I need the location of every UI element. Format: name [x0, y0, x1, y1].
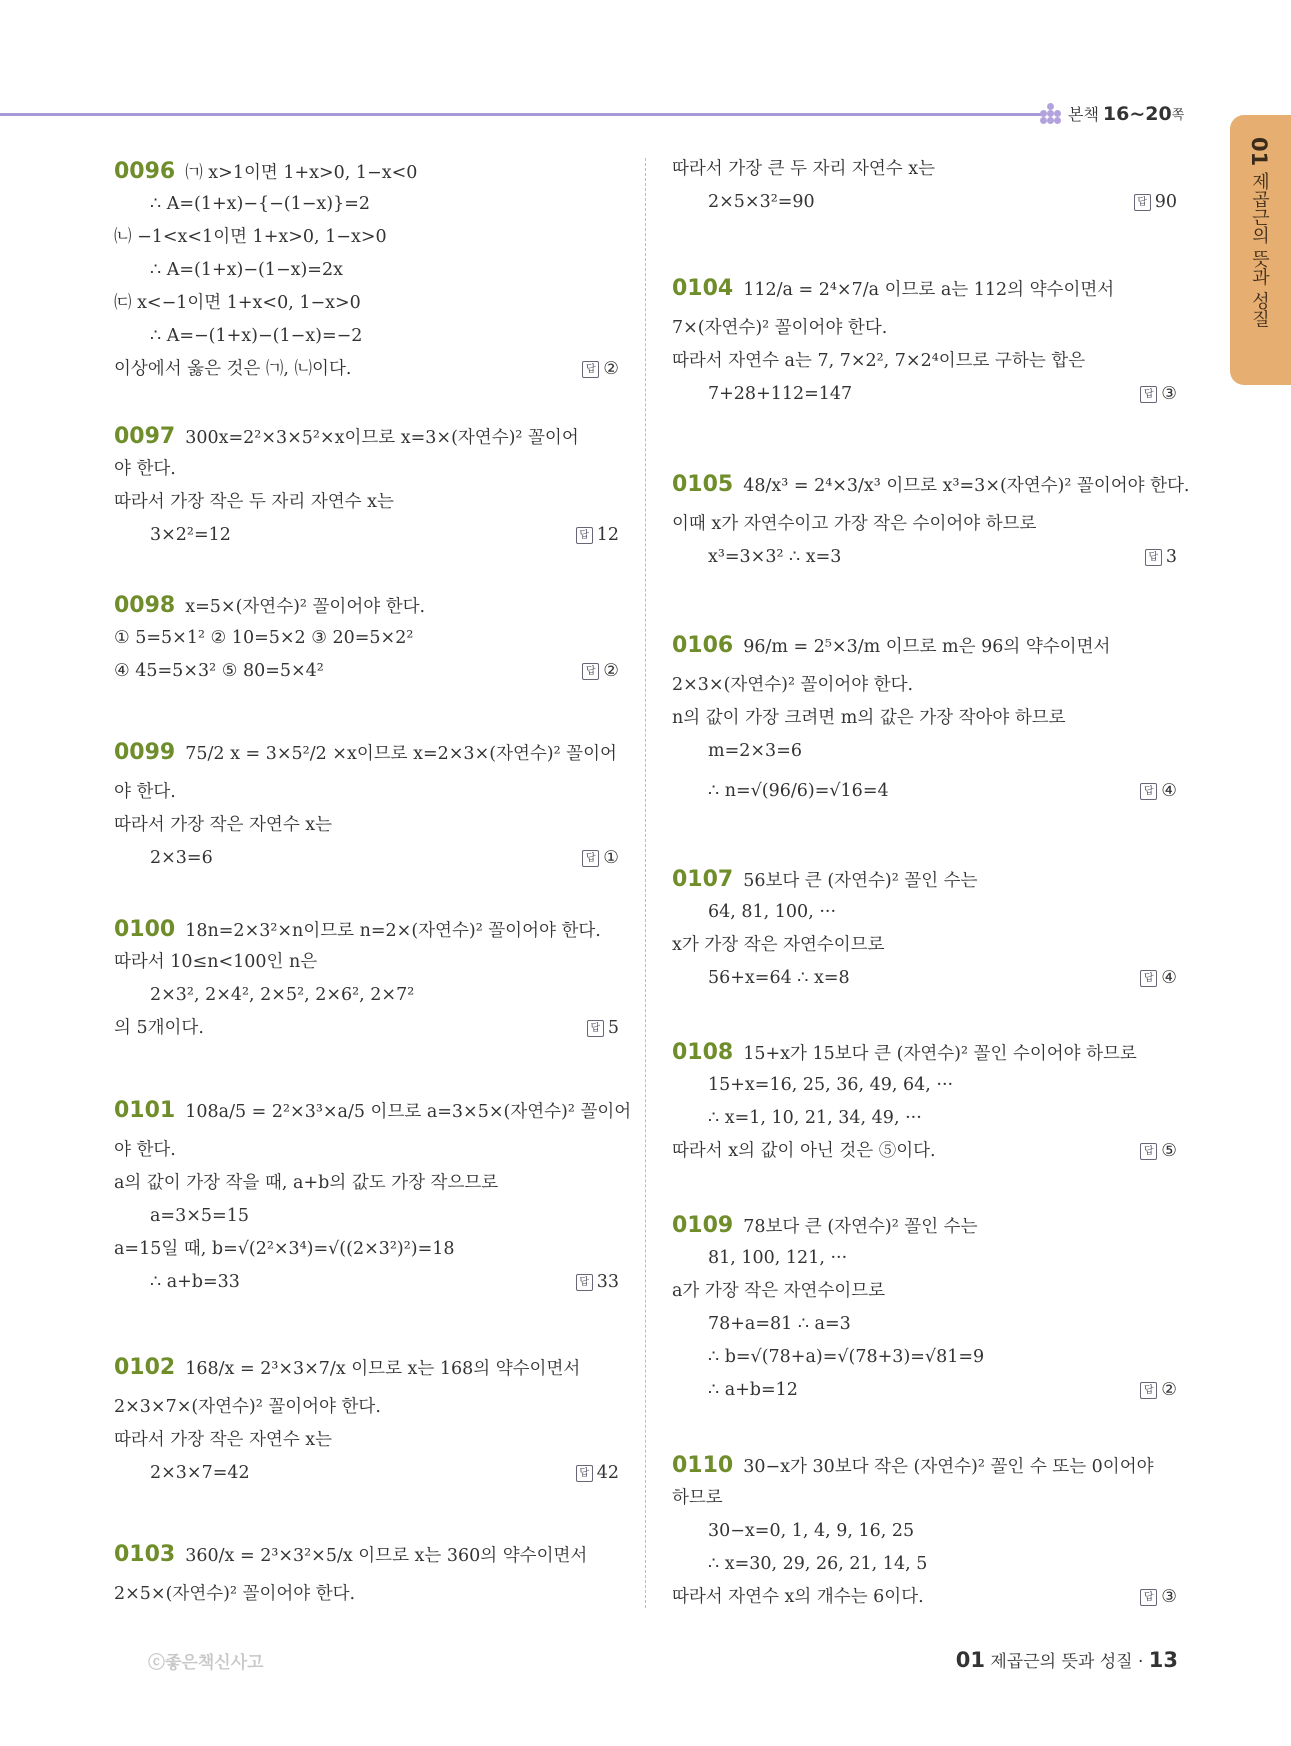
answer-icon: 답 — [1140, 1382, 1157, 1399]
solution-text: 이때 x가 자연수이고 가장 작은 수이어야 하므로 — [672, 514, 1037, 534]
solution-line — [672, 153, 1177, 186]
solution-text: ∴ a+b=12 — [708, 1380, 798, 1400]
answer-icon: 답 — [1134, 194, 1151, 211]
problem-solution — [114, 589, 619, 688]
solution-line — [672, 1209, 1177, 1242]
problem-solution — [672, 1209, 1177, 1407]
solution-line — [672, 929, 1177, 962]
answer-value: ② — [603, 661, 619, 681]
solution-text: 81, 100, 121, ··· — [708, 1248, 848, 1268]
solution-text: ∴ A=(1+x)−(1−x)=2x — [150, 260, 343, 280]
solution-text: ∴ a+b=33 — [150, 1272, 240, 1292]
solution-line — [114, 1266, 619, 1299]
solution-line — [672, 378, 1177, 411]
solution-line — [114, 1532, 619, 1578]
answer-mark — [1140, 962, 1177, 995]
answer-icon: 답 — [576, 527, 593, 544]
reference-unit: 쪽 — [1171, 108, 1185, 123]
answer-icon: 답 — [576, 1465, 593, 1482]
solution-line — [114, 420, 619, 453]
solution-line — [672, 186, 1177, 219]
solution-text: 112/a = 2⁴×7/a 이므로 a는 112의 약수이면서 — [743, 280, 1115, 300]
problem-number: 0107 — [672, 867, 734, 892]
solution-text: 하므로 — [672, 1488, 723, 1508]
problem-solution — [114, 730, 619, 875]
answer-value: ② — [1161, 1380, 1177, 1400]
answer-mark — [582, 842, 619, 875]
problem-number: 0109 — [672, 1213, 734, 1238]
solution-text: ∴ b=√(78+a)=√(78+3)=√81=9 — [708, 1347, 985, 1367]
flower-icon — [1040, 103, 1062, 125]
solution-line — [114, 1578, 619, 1611]
answer-value: ④ — [1161, 968, 1177, 988]
header-rule — [0, 113, 1045, 116]
answer-mark — [582, 655, 619, 688]
solution-line — [114, 1233, 619, 1266]
solution-line — [114, 730, 619, 776]
solution-line — [672, 345, 1177, 378]
solution-line — [672, 1135, 1177, 1168]
problem-solution — [672, 153, 1177, 219]
solution-line — [114, 1424, 619, 1457]
solution-line — [114, 188, 619, 221]
solution-text: 56보다 큰 (자연수)² 꼴인 수는 — [743, 871, 978, 891]
solution-line — [114, 1012, 619, 1045]
solution-line — [114, 809, 619, 842]
solution-text: ∴ x=1, 10, 21, 34, 49, ··· — [708, 1108, 922, 1128]
solution-text: 78보다 큰 (자연수)² 꼴인 수는 — [743, 1217, 978, 1237]
problem-solution — [114, 1532, 619, 1611]
problem-number: 0099 — [114, 740, 176, 765]
solution-line — [114, 254, 619, 287]
problem-solution — [114, 1088, 632, 1299]
solution-line — [672, 1548, 1177, 1581]
solution-line — [114, 519, 619, 552]
solution-line — [114, 155, 619, 188]
solution-line — [114, 589, 619, 622]
solution-line — [672, 1275, 1177, 1308]
answer-mark — [1134, 186, 1177, 219]
solution-text: 15+x가 15보다 큰 (자연수)² 꼴인 수이어야 하므로 — [743, 1044, 1137, 1064]
solution-line — [672, 1581, 1177, 1614]
answer-mark — [1140, 1374, 1177, 1407]
problem-solution — [114, 913, 619, 1045]
answer-icon: 답 — [1140, 1589, 1157, 1606]
answer-icon: 답 — [587, 1020, 604, 1037]
solution-text: x=5×(자연수)² 꼴이어야 한다. — [185, 597, 426, 617]
problem-solution — [672, 266, 1177, 411]
answer-icon: 답 — [1140, 970, 1157, 987]
solution-line — [672, 1308, 1177, 1341]
solution-line — [672, 768, 1177, 814]
reference-pages: 16~20 — [1102, 102, 1172, 125]
solution-line — [672, 1374, 1177, 1407]
solution-line — [672, 735, 1177, 768]
solution-text: ④ 45=5×3² ⑤ 80=5×4² — [114, 661, 324, 681]
solution-text: 2×3², 2×4², 2×5², 2×6², 2×7² — [150, 985, 415, 1005]
solution-text: 75/2 x = 3×5²/2 ×x이므로 x=2×3×(자연수)² 꼴이어 — [185, 744, 617, 764]
solution-text: 야 한다. — [114, 782, 176, 802]
solution-text: 108a/5 = 2²×3³×a/5 이므로 a=3×5×(자연수)² 꼴이어 — [185, 1102, 632, 1122]
answer-value: 12 — [596, 525, 619, 545]
solution-text: 30−x가 30보다 작은 (자연수)² 꼴인 수 또는 0이어야 — [743, 1457, 1154, 1477]
solution-line — [114, 622, 619, 655]
solution-line — [672, 312, 1177, 345]
side-tab-title: 제곱근의 뜻과 성질 — [1249, 171, 1270, 328]
answer-mark — [582, 353, 619, 386]
solution-text: 따라서 x의 값이 아닌 것은 ⑤이다. — [672, 1141, 936, 1161]
answer-icon: 답 — [1145, 549, 1162, 566]
publisher-mark: ⓒ좋은책신사고 — [148, 1653, 264, 1673]
solution-text: n의 값이 가장 크려면 m의 값은 가장 작아야 하므로 — [672, 708, 1066, 728]
solution-line — [114, 486, 619, 519]
answer-value: ③ — [1161, 1587, 1177, 1607]
solution-text: 2×5×3²=90 — [708, 192, 815, 212]
solution-line — [114, 946, 619, 979]
answer-value: ③ — [1161, 384, 1177, 404]
answer-mark — [1140, 1581, 1177, 1614]
solution-text: 78+a=81 ∴ a=3 — [708, 1314, 851, 1334]
solution-text: 3×2²=12 — [150, 525, 231, 545]
problem-number: 0096 — [114, 159, 176, 184]
problem-number: 0105 — [672, 472, 734, 497]
problem-solution — [672, 623, 1177, 814]
answer-value: 90 — [1154, 192, 1177, 212]
solution-text: 360/x = 2³×3²×5/x 이므로 x는 360의 약수이면서 — [185, 1546, 588, 1566]
solution-text: ∴ A=−(1+x)−(1−x)=−2 — [150, 326, 363, 346]
problem-number: 0103 — [114, 1542, 176, 1567]
solution-text: 따라서 가장 작은 자연수 x는 — [114, 1430, 333, 1450]
problem-number: 0097 — [114, 424, 176, 449]
solution-text: 96/m = 2⁵×3/m 이므로 m은 96의 약수이면서 — [743, 637, 1111, 657]
side-tab-number: 01 — [1247, 137, 1271, 167]
solution-text: 따라서 가장 작은 두 자리 자연수 x는 — [114, 492, 394, 512]
problem-number: 0108 — [672, 1040, 734, 1065]
solution-line — [114, 453, 619, 486]
solution-line — [672, 1341, 1177, 1374]
solution-line — [114, 776, 619, 809]
solution-line — [114, 287, 619, 320]
solution-line — [672, 1102, 1177, 1135]
solution-text: ∴ A=(1+x)−{−(1−x)}=2 — [150, 194, 371, 214]
page-reference — [1040, 102, 1184, 125]
solution-line — [672, 1515, 1177, 1548]
solution-text: ① 5=5×1² ② 10=5×2 ③ 20=5×2² — [114, 628, 414, 648]
solution-text: 15+x=16, 25, 36, 49, 64, ··· — [708, 1075, 954, 1095]
solution-text: 따라서 자연수 a는 7, 7×2², 7×2⁴이므로 구하는 합은 — [672, 351, 1086, 371]
answer-value: ① — [603, 848, 619, 868]
answer-mark — [576, 1266, 619, 1299]
answer-icon: 답 — [1140, 1143, 1157, 1160]
solution-line — [672, 266, 1177, 312]
solution-line — [672, 1242, 1177, 1275]
answer-mark — [1140, 1135, 1177, 1168]
problem-solution — [114, 1345, 619, 1490]
solution-line — [114, 221, 619, 254]
solution-text: a=3×5=15 — [150, 1206, 249, 1226]
answer-value: 5 — [607, 1018, 619, 1038]
solution-line — [114, 655, 619, 688]
solution-line — [672, 962, 1177, 995]
solution-line — [672, 508, 1177, 541]
solution-text: 2×3×7=42 — [150, 1463, 250, 1483]
solution-text: 64, 81, 100, ··· — [708, 902, 837, 922]
solution-text: 따라서 가장 큰 두 자리 자연수 x는 — [672, 159, 936, 179]
answer-icon: 답 — [1140, 783, 1157, 800]
solution-line — [114, 1088, 632, 1134]
answer-mark — [587, 1012, 619, 1045]
solution-line — [114, 842, 619, 875]
reference-label: 본책 — [1068, 105, 1099, 124]
problem-number: 0102 — [114, 1355, 176, 1380]
solution-text: 168/x = 2³×3×7/x 이므로 x는 168의 약수이면서 — [185, 1359, 581, 1379]
solution-text: 7×(자연수)² 꼴이어야 한다. — [672, 318, 888, 338]
solution-line — [114, 1200, 619, 1233]
answer-icon: 답 — [582, 361, 599, 378]
solution-text: 2×3×(자연수)² 꼴이어야 한다. — [672, 675, 914, 695]
solution-line — [672, 863, 1177, 896]
problem-number: 0106 — [672, 633, 734, 658]
solution-line — [672, 896, 1177, 929]
problem-number: 0104 — [672, 276, 734, 301]
answer-icon: 답 — [582, 850, 599, 867]
solution-text: 따라서 가장 작은 자연수 x는 — [114, 815, 333, 835]
problem-number: 0098 — [114, 593, 176, 618]
solution-text: 의 5개이다. — [114, 1018, 204, 1038]
answer-value: 33 — [596, 1272, 619, 1292]
solution-text: 따라서 10≤n<100인 n은 — [114, 952, 318, 972]
answer-icon: 답 — [582, 663, 599, 680]
solution-text: a=15일 때, b=√(2²×3⁴)=√((2×3²)²)=18 — [114, 1239, 455, 1259]
solution-text: 2×3×7×(자연수)² 꼴이어야 한다. — [114, 1397, 381, 1417]
answer-value: ② — [603, 359, 619, 379]
column-divider — [645, 158, 646, 1608]
problem-solution — [114, 155, 619, 386]
solution-line — [114, 1391, 619, 1424]
answer-mark — [1140, 768, 1177, 814]
solution-text: 56+x=64 ∴ x=8 — [708, 968, 850, 988]
footer-chapter-title: 제곱근의 뜻과 성질 — [990, 1652, 1133, 1672]
solution-line — [672, 669, 1177, 702]
answer-mark — [1145, 541, 1177, 574]
solution-text: x가 가장 작은 자연수이므로 — [672, 935, 885, 955]
solution-text: ㈂ x<−1이면 1+x<0, 1−x>0 — [114, 293, 361, 313]
problem-number: 0100 — [114, 917, 176, 942]
solution-line — [672, 541, 1177, 574]
answer-value: 3 — [1165, 547, 1177, 567]
solution-line — [114, 1457, 619, 1490]
footer-chapter-num: 01 — [955, 1648, 985, 1672]
answer-value: ⑤ — [1161, 1141, 1177, 1161]
solution-text: 30−x=0, 1, 4, 9, 16, 25 — [708, 1521, 915, 1541]
solution-line — [114, 1167, 619, 1200]
solution-line — [672, 1482, 1177, 1515]
solution-text: ∴ n=√(96/6)=√16=4 — [708, 781, 889, 801]
problem-number: 0101 — [114, 1098, 176, 1123]
solution-line — [114, 353, 619, 386]
solution-text: 2×3=6 — [150, 848, 213, 868]
solution-line — [114, 1134, 619, 1167]
answer-mark — [1140, 378, 1177, 411]
answer-mark — [576, 1457, 619, 1490]
solution-line — [672, 702, 1177, 735]
problem-number: 0110 — [672, 1453, 734, 1478]
solution-text: ㈀ x>1이면 1+x>0, 1−x<0 — [185, 163, 418, 183]
solution-line — [114, 979, 619, 1012]
solution-text: a의 값이 가장 작을 때, a+b의 값도 가장 작으므로 — [114, 1173, 499, 1193]
solution-line — [672, 462, 1190, 508]
answer-value: ④ — [1161, 781, 1177, 801]
solution-text: 2×5×(자연수)² 꼴이어야 한다. — [114, 1584, 356, 1604]
solution-text: 야 한다. — [114, 1140, 176, 1160]
solution-line — [672, 623, 1177, 669]
solution-text: ∴ x=30, 29, 26, 21, 14, 5 — [708, 1554, 928, 1574]
answer-icon: 답 — [576, 1274, 593, 1291]
solution-text: 이상에서 옳은 것은 ㈀, ㈁이다. — [114, 359, 352, 379]
chapter-side-tab — [1230, 115, 1291, 385]
solution-line — [672, 1036, 1177, 1069]
problem-solution — [672, 1449, 1177, 1614]
solution-text: a가 가장 작은 자연수이므로 — [672, 1281, 886, 1301]
problem-solution — [672, 462, 1190, 574]
solution-line — [114, 320, 619, 353]
solution-text: 48/x³ = 2⁴×3/x³ 이므로 x³=3×(자연수)² 꼴이어야 한다. — [743, 476, 1190, 496]
solution-text: 7+28+112=147 — [708, 384, 853, 404]
solution-text: 300x=2²×3×5²×x이므로 x=3×(자연수)² 꼴이어 — [185, 428, 579, 448]
solution-text: m=2×3=6 — [708, 741, 802, 761]
answer-icon: 답 — [1140, 386, 1157, 403]
solution-line — [672, 1069, 1177, 1102]
solution-line — [114, 913, 619, 946]
solution-text: 야 한다. — [114, 459, 176, 479]
answer-value: 42 — [596, 1463, 619, 1483]
solution-line — [672, 1449, 1177, 1482]
solution-text: ㈁ −1<x<1이면 1+x>0, 1−x>0 — [114, 227, 387, 247]
page-number: 13 — [1148, 1648, 1178, 1672]
solution-text: 따라서 자연수 x의 개수는 6이다. — [672, 1587, 924, 1607]
answer-mark — [576, 519, 619, 552]
page-footer: 01 제곱근의 뜻과 성질 · 13 — [955, 1648, 1178, 1672]
problem-solution — [672, 863, 1177, 995]
problem-solution — [672, 1036, 1177, 1168]
problem-solution — [114, 420, 619, 552]
solution-text: 18n=2×3²×n이므로 n=2×(자연수)² 꼴이어야 한다. — [185, 921, 601, 941]
solution-text: x³=3×3² ∴ x=3 — [708, 547, 842, 567]
solution-line — [114, 1345, 619, 1391]
